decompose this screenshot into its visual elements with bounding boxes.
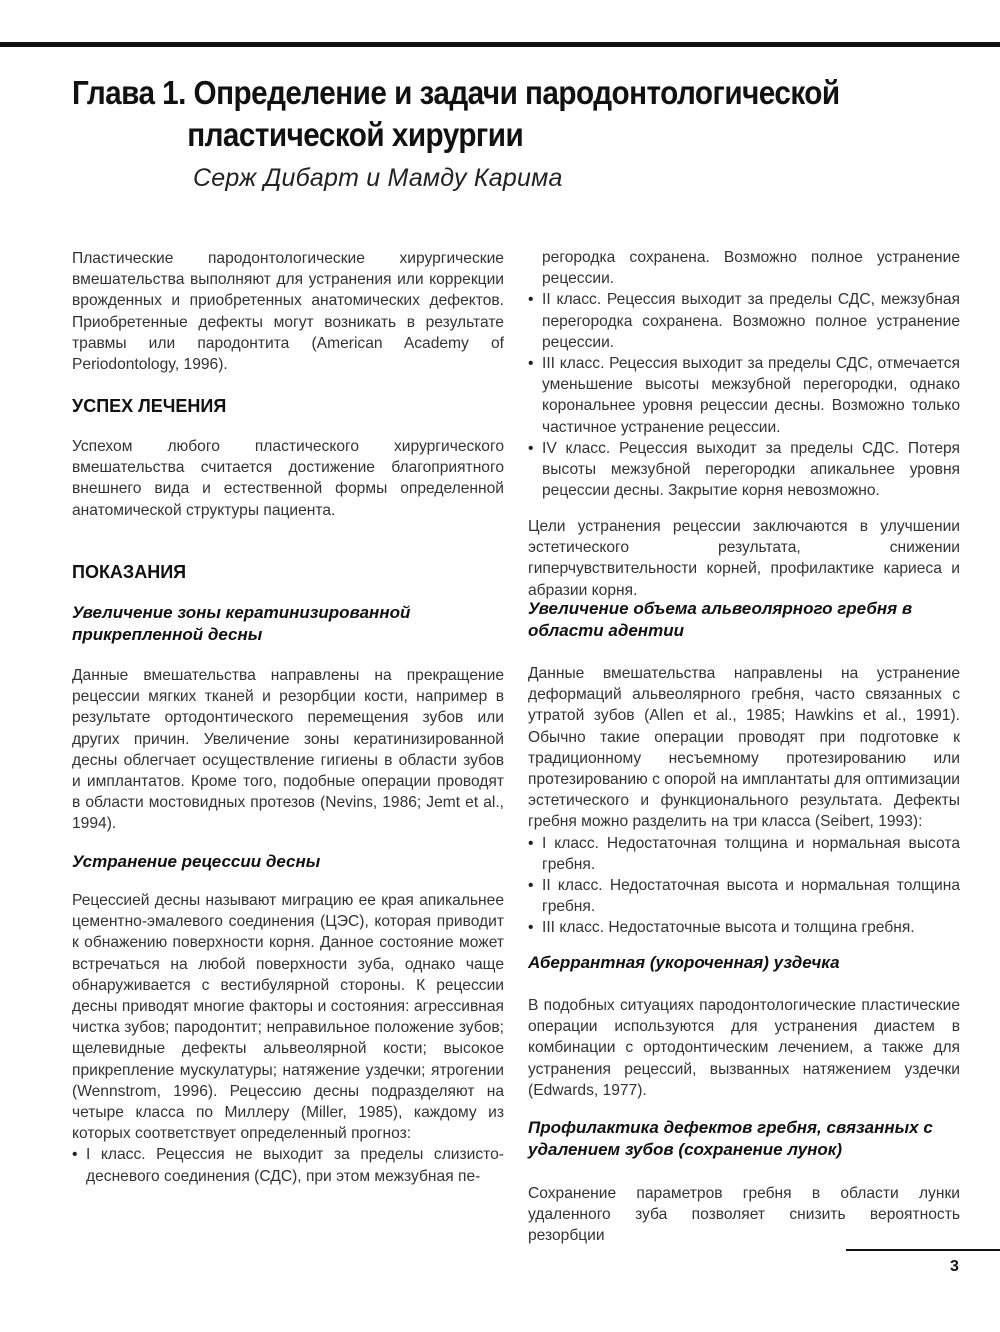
chapter-title	[72, 72, 882, 156]
list-item: • I класс. Рецессия не выходит за пределы слизисто-десневого соединения (СДС), при этом межзубная пе-	[72, 1144, 504, 1186]
prevention-text-block	[528, 1183, 960, 1247]
indications-heading: ПОКАЗАНИЯ	[72, 562, 187, 582]
recession-text-block	[72, 890, 504, 1187]
ridge-heading-block	[528, 598, 960, 642]
intro-block	[72, 248, 504, 375]
list-item: • II класс. Недостаточная высота и нормальная толщина гребня.	[528, 875, 960, 917]
keratinized-text-block	[72, 665, 504, 835]
frenum-text-block	[528, 995, 960, 1101]
frenum-heading-block	[528, 952, 960, 974]
page-number: 3	[950, 1258, 959, 1275]
prevention-heading-block	[528, 1117, 960, 1161]
recession-heading-block	[72, 851, 504, 873]
frenum-paragraph: В подобных ситуациях пародонтологические пластические операции используются для устранения диастем в комбинации с ортодонтическим лечением, а также для устранения рецессий, вызванных натяжением уздечки (Edwards, 1977).	[528, 997, 960, 1099]
miller-continuation-block	[528, 247, 960, 501]
frenum-heading: Аберрантная (укороченная) уздечка	[528, 953, 840, 972]
recession-goals-block	[528, 516, 960, 601]
success-paragraph: Успехом любого пластического хирургического вмешательства считается достижение благоприятного внешнего вида и естественной формы определенной анатомической структуры пациента.	[72, 438, 504, 519]
recession-goals-paragraph: Цели устранения рецессии заключаются в улучшении эстетического результата, снижении гиперчувствительности корней, профилактике кариеса и абразии корня.	[528, 518, 960, 599]
success-heading: УСПЕХ ЛЕЧЕНИЯ	[72, 396, 227, 416]
prevention-paragraph: Сохранение параметров гребня в области лунки удаленного зуба позволяет снизить вероятность резорбции	[528, 1185, 960, 1245]
miller-class1-end: регородка сохранена. Возможно полное устранение рецессии.	[542, 249, 960, 288]
prevention-heading: Профилактика дефектов гребня, связанных с удалением зубов (сохранение лунок)	[528, 1118, 933, 1159]
ridge-paragraph: Данные вмешательства направлены на устранение деформаций альвеолярного гребня, часто связанных с утратой зубов (Allen et al., 1985; Hawkins et al., 1991). Обычно такие операции проводят при подготовке к традиционному несъемному протезированию или протезированию с опорой на имплантаты для оптимизации эстетического и функционального результата. Дефекты гребня можно разделить на три класса (Seibert, 1993):	[528, 665, 960, 831]
top-rule	[0, 42, 1000, 47]
list-item: • I класс. Недостаточная толщина и нормальная высота гребня.	[528, 833, 960, 875]
chapter-title-line1: Глава 1. Определение и задачи пародонтологической	[72, 74, 840, 111]
bottom-rule	[846, 1249, 1000, 1251]
seibert-list	[528, 833, 960, 939]
chapter-title-line2: пластической хирургии	[187, 116, 524, 153]
keratinized-heading: Увеличение зоны кератинизированной прикрепленной десны	[72, 603, 411, 644]
list-item: • II класс. Рецессия выходит за пределы СДС, межзубная перегородка сохранена. Возможно полное устранение рецессии.	[528, 289, 960, 353]
recession-paragraph: Рецессией десны называют миграцию ее края апикальнее цементно-эмалевого соединения (ЦЭС), которая приводит к обнажению поверхности корня. Данное состояние может встречаться на любой поверхности зуба, однако чаще обнаруживается с вестибулярной стороны. К рецессии десны приводят многие факторы и состояния: агрессивная чистка зубов; пародонтит; неправильное положение зубов; щелевидные дефекты альвеолярной кости; высокое прикрепление мускулатуры; натяжение уздечки; ятрогении (Wennstrom, 1996). Рецессию десны подразделяют на четыре класса по Миллеру (Miller, 1985), каждому из которых соответствует определенный прогноз:	[72, 892, 504, 1143]
list-item: • III класс. Рецессия выходит за пределы СДС, отмечается уменьшение высоты межзубной перегородки, однако корональнее уровня рецессии десны. Возможно только частичное устранение рецессии.	[528, 353, 960, 438]
keratinized-heading-block	[72, 602, 504, 646]
intro-paragraph: Пластические пародонтологические хирургические вмешательства выполняют для устранения или коррекции врожденных и приобретенных анатомических дефектов. Приобретенные дефекты могут возникать в результате травмы или пародонтита (American Academy of Periodontology, 1996).	[72, 250, 504, 374]
list-item: • III класс. Недостаточные высота и толщина гребня.	[528, 917, 960, 938]
miller-list	[528, 289, 960, 501]
miller-list-start	[72, 1144, 504, 1186]
success-heading-block	[72, 396, 504, 417]
recession-heading: Устранение рецессии десны	[72, 852, 321, 871]
list-item: • IV класс. Рецессия выходит за пределы СДС. Потеря высоты межзубной перегородки апикальнее уровня рецессии десны. Закрытие корня невозможно.	[528, 438, 960, 502]
keratinized-paragraph: Данные вмешательства направлены на прекращение рецессии мягких тканей и резорбции кости, например в результате ортодонтического перемещения зубов или других причин. Увеличение зоны кератинизированной десны облегчает осуществление гигиены в области зубов и имплантатов. Кроме того, подобные операции проводят в области мостовидных протезов (Nevins, 1986; Jemt et al., 1994).	[72, 667, 504, 833]
ridge-text-block	[528, 663, 960, 939]
indications-heading-block	[72, 562, 504, 583]
chapter-authors: Серж Дибарт и Мамду Карима	[193, 164, 563, 192]
ridge-heading: Увеличение объема альвеолярного гребня в области адентии	[528, 599, 913, 640]
success-text-block	[72, 436, 504, 521]
